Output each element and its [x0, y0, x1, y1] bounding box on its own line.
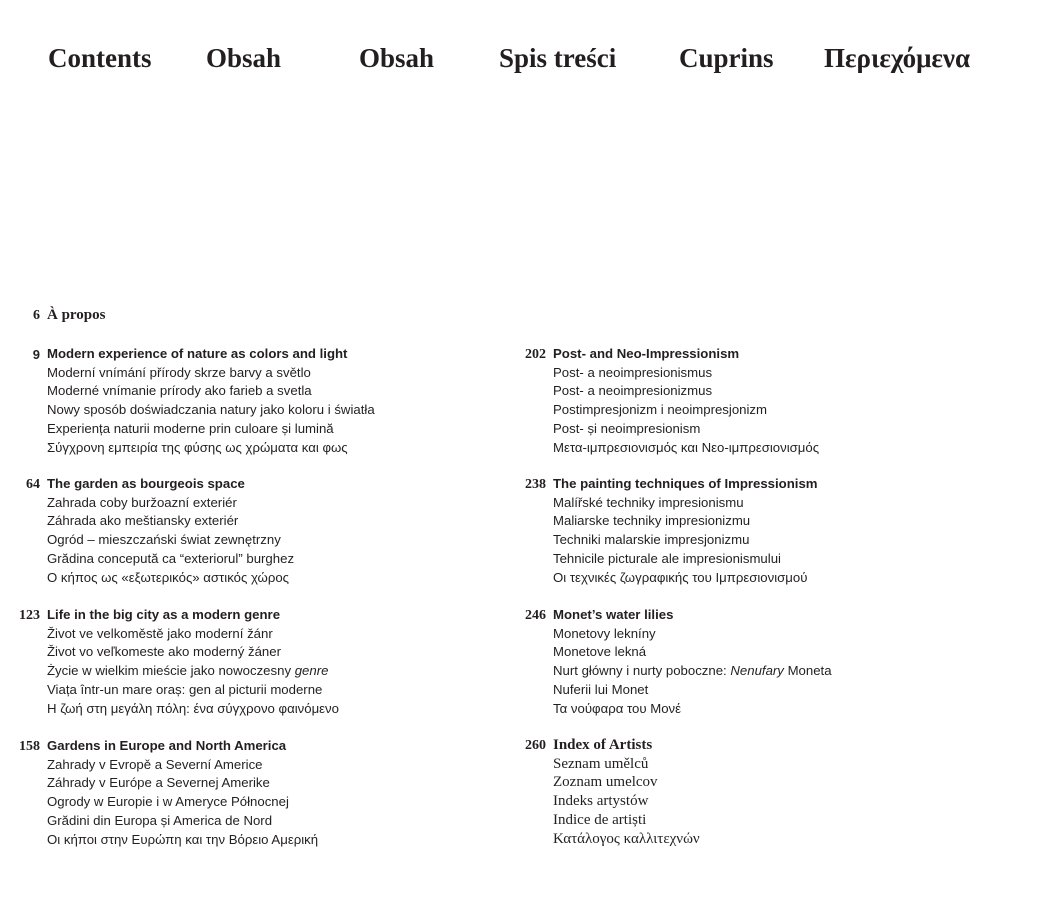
page-number: 64: [26, 477, 40, 492]
header-slovak: Obsah: [359, 43, 435, 73]
italic-term: genre: [294, 663, 329, 679]
translation-slovak: Moderné vnímanie prírody ako farieb a svetla: [47, 383, 312, 399]
entry-title: Index of Artists: [553, 737, 653, 753]
translation-greek: Οι τεχνικές ζωγραφικής του Ιμπρεσιονισμού: [553, 569, 808, 585]
translation-slovak: Záhrady v Európe a Severnej Amerike: [47, 775, 270, 791]
translation-greek: Οι κήποι στην Ευρώπη και την Βόρειο Αμερική: [47, 831, 319, 847]
translation-greek: Η ζωή στη μεγάλη πόλη: ένα σύγχρονο φαινόμενο: [47, 700, 339, 716]
page-number: 202: [525, 347, 546, 362]
header-czech: Obsah: [206, 43, 282, 73]
translation-czech: Zahrada coby buržoazní exteriér: [47, 494, 237, 510]
translation-romanian: Tehnicile picturale ale impresionismului: [553, 550, 781, 566]
translation-polish: Indeks artystów: [553, 793, 649, 810]
entry-title: À propos: [47, 307, 106, 323]
entry-title: Gardens in Europe and North America: [47, 738, 287, 753]
header-polish: Spis treści: [499, 43, 617, 73]
translation-romanian: Experiența naturii moderne prin culoare și lumină: [47, 420, 334, 436]
header-english: Contents: [48, 43, 152, 73]
translation-slovak: Zoznam umelcov: [553, 774, 658, 791]
translation-romanian: Viața într-un mare oraș: gen al picturii moderne: [47, 681, 323, 697]
translation-greek: Σύγχρονη εμπειρία της φύσης ως χρώματα και φως: [47, 439, 348, 455]
translation-czech: Moderní vnímání přírody skrze barvy a světlo: [47, 364, 311, 380]
entry-title: Life in the big city as a modern genre: [47, 607, 281, 622]
header-romanian: Cuprins: [679, 43, 774, 73]
entry-title: The garden as bourgeois space: [47, 476, 245, 491]
entry-title: Post- and Neo-Impressionism: [553, 346, 740, 361]
page-number: 9: [32, 347, 40, 362]
translation-czech: Seznam umělců: [553, 755, 649, 772]
translation-romanian: Nuferii lui Monet: [553, 681, 649, 697]
translation-czech: Monetovy lekníny: [553, 625, 656, 641]
page-number: 158: [19, 739, 40, 754]
italic-term: Nenufary: [730, 663, 784, 679]
translation-greek: Ο κήπος ως «εξωτερικός» αστικός χώρος: [47, 569, 290, 585]
translation-greek: Κατάλογος καλλιτεχνών: [553, 830, 700, 847]
translation-romanian: Grădini din Europa și America de Nord: [47, 812, 273, 828]
translation-polish: Postimpresjonizm i neoimpresjonizm: [553, 402, 768, 418]
translation-polish: Ogrody w Europie i w Ameryce Północnej: [47, 794, 289, 810]
translation-polish: Życie w wielkim mieście jako nowoczesny genre: [47, 663, 329, 679]
page-number: 238: [525, 477, 546, 492]
translation-czech: Post- a neoimpresionismus: [553, 364, 713, 380]
language-headers: [0, 40, 1039, 80]
translation-polish: Nurt główny i nurty poboczne: Nenufary Moneta: [553, 663, 832, 679]
translation-romanian: Post- și neoimpresionism: [553, 420, 701, 436]
header-greek: Περιεχόμενα: [824, 43, 971, 73]
translation-slovak: Život vo veľkomeste ako moderný žáner: [47, 644, 281, 660]
translation-slovak: Maliarske techniky impresionizmu: [553, 513, 751, 529]
translation-polish: Nowy sposób doświadczania natury jako koloru i światła: [47, 402, 375, 418]
translation-slovak: Post- a neoimpresionizmus: [553, 383, 713, 399]
translation-czech: Život ve velkoměstě jako moderní žánr: [47, 625, 273, 641]
entry-title: The painting techniques of Impressionism: [553, 476, 818, 491]
translation-slovak: Záhrada ako meštiansky exteriér: [47, 513, 239, 529]
entry-title: Monet’s water lilies: [553, 607, 674, 622]
translation-greek: Τα νούφαρα του Μονέ: [553, 700, 682, 716]
page-number: 6: [33, 308, 40, 323]
translation-greek: Μετα-ιμπρεσιονισμός και Νεο-ιμπρεσιονισμός: [553, 439, 820, 455]
translation-polish: Techniki malarskie impresjonizmu: [553, 532, 750, 548]
page-number: 246: [525, 608, 546, 623]
entry-title: Modern experience of nature as colors and light: [47, 346, 348, 361]
page-number: 260: [525, 738, 546, 753]
translation-romanian: Grădina concepută ca “exteriorul” burghez: [47, 550, 295, 566]
translation-slovak: Monetove lekná: [553, 644, 647, 660]
translation-romanian: Indice de artiști: [553, 811, 647, 828]
translation-polish: Ogród – mieszczański świat zewnętrzny: [47, 532, 281, 548]
page-number: 123: [19, 608, 40, 623]
translation-czech: Zahrady v Evropě a Severní Americe: [47, 756, 263, 772]
translation-czech: Malířské techniky impresionismu: [553, 494, 744, 510]
